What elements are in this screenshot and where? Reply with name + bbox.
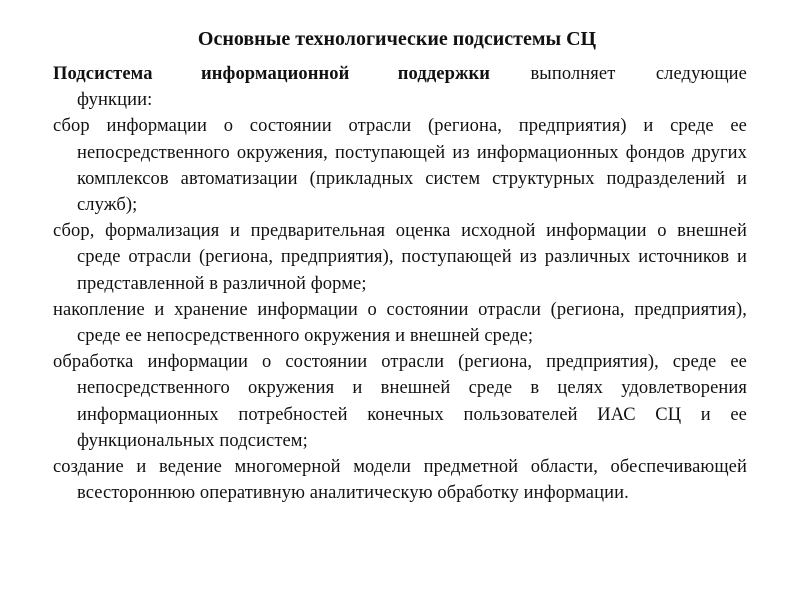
function-item: обработка информации о состоянии отрасли (региона, предприятия), среде ее непосредственного окружения и внешней среде в целях удовлетворения информационных потребностей конечных пользователей ИАС СЦ и ее функциональных подсистем; [53,352,747,451]
intro-rest: выполняет следующие функции: [77,64,747,111]
slide-body [53,61,747,506]
function-item: накопление и хранение информации о состоянии отрасли (региона, предприятия), среде ее непосредственного окружения и внешней среде; [53,299,747,347]
intro-paragraph [53,61,747,113]
function-item: создание и ведение многомерной модели предметной области, обеспечивающей всестороннюю оперативную аналитическую обработку информации. [53,457,747,504]
function-item: сбор информации о состоянии отрасли (региона, предприятия) и среде ее непосредственного окружения, поступающей из информационных фондов других комплексов автоматизации (прикладных систем структурных подразделений и служб); [53,116,747,216]
slide-title: Основные технологические подсистемы СЦ [197,28,597,50]
intro-bold-lead: Подсистема информационной поддержки [53,64,491,84]
function-item: сбор, формализация и предварительная оценка исходной информации о внешней среде отрасли (региона, предприятия), поступающей из различных источников и представленной в различной форме; [53,221,747,294]
